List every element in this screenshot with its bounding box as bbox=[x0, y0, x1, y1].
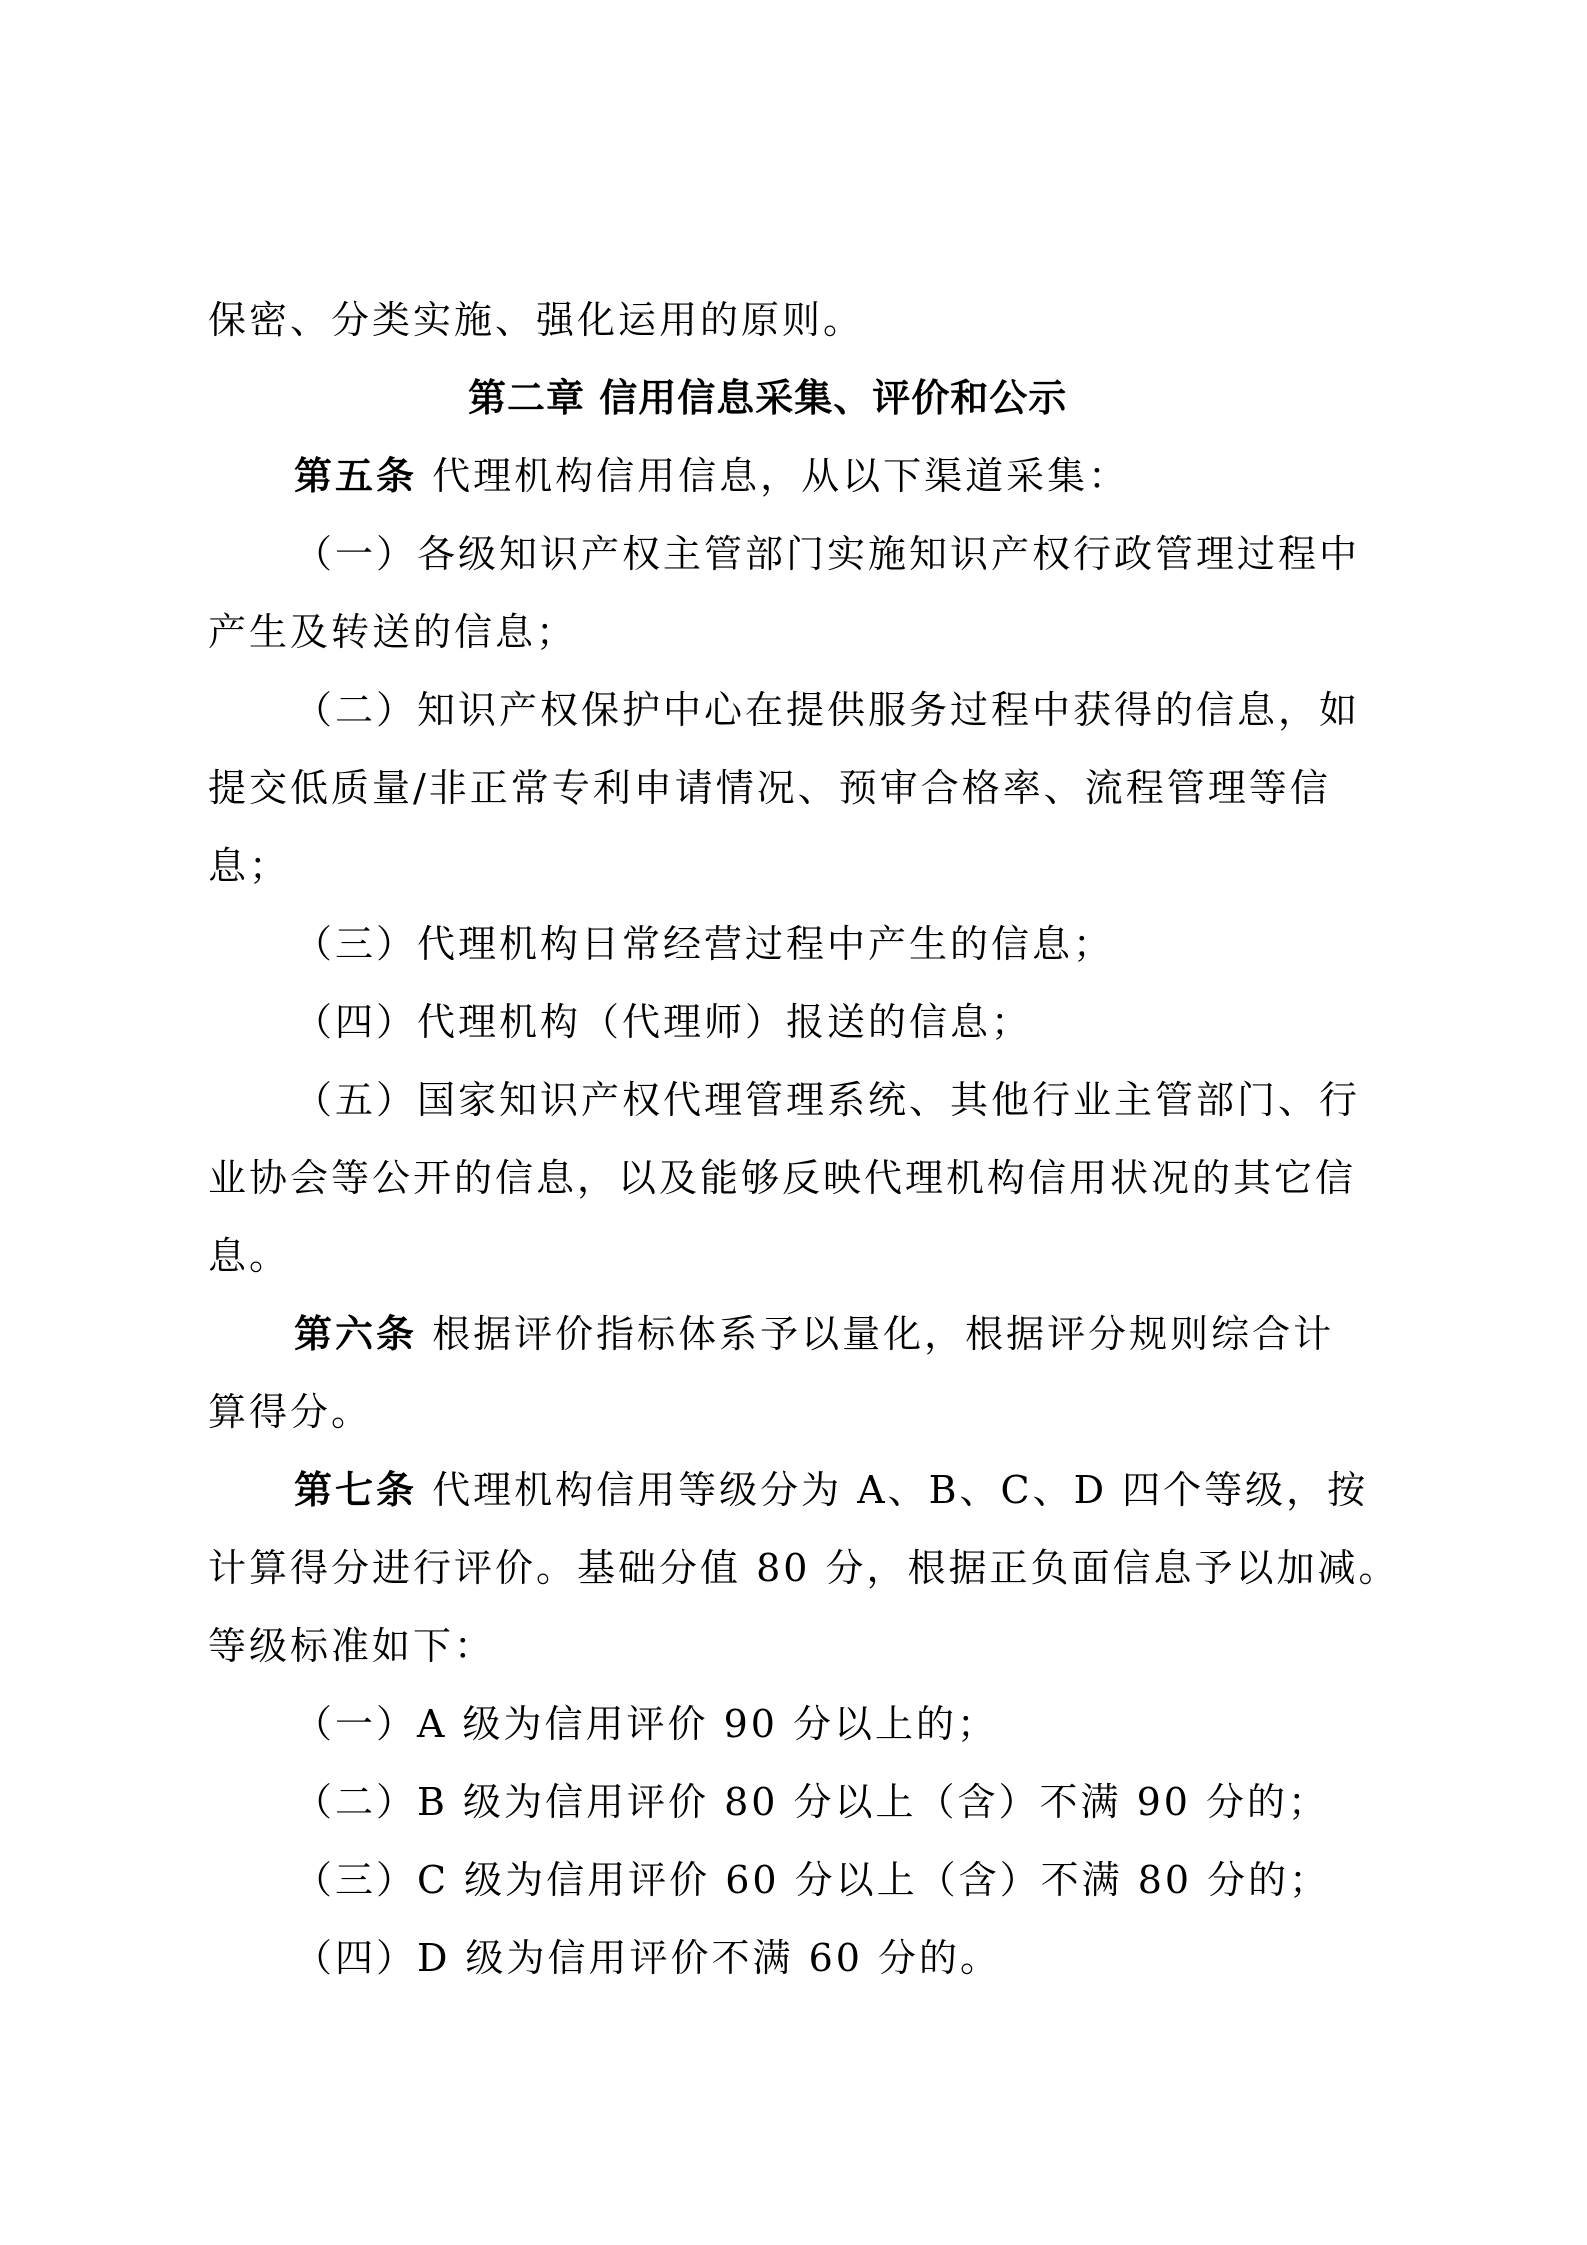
article-6-line-2: 算得分。 bbox=[208, 1390, 373, 1434]
article-5-item-3: （三）代理机构日常经营过程中产生的信息； bbox=[294, 922, 1115, 966]
article-7-line-1 bbox=[294, 1462, 1368, 1518]
article-5-intro bbox=[294, 448, 1129, 504]
article-5-item-1-line-1: （一）各级知识产权主管部门实施知识产权行政管理过程中 bbox=[294, 532, 1361, 576]
paragraph-continuation: 保密、分类实施、强化运用的原则。 bbox=[208, 298, 865, 342]
article-5-item-2-line-2: 提交低质量/非正常专利申请情况、预审合格率、流程管理等信 bbox=[208, 766, 1331, 810]
article-7-label: 第七条 bbox=[294, 1468, 418, 1512]
article-6-line-1 bbox=[294, 1306, 1334, 1362]
chapter-heading: 第二章 信用信息采集、评价和公示 bbox=[468, 376, 1068, 420]
article-7-line-2: 计算得分进行评价。基础分值 80 分，根据正负面信息予以加减。 bbox=[208, 1546, 1400, 1590]
article-5-item-5-line-3: 息。 bbox=[208, 1234, 291, 1278]
article-5-item-1-line-2: 产生及转送的信息； bbox=[208, 610, 578, 654]
article-5-label: 第五条 bbox=[294, 454, 418, 498]
article-7-text: 代理机构信用等级分为 A、B、C、D 四个等级，按 bbox=[432, 1468, 1369, 1512]
grade-d-item: （四）D 级为信用评价不满 60 分的。 bbox=[294, 1936, 1002, 1980]
article-5-item-4: （四）代理机构（代理师）报送的信息； bbox=[294, 1000, 1033, 1044]
article-5-item-2-line-3: 息； bbox=[208, 844, 291, 888]
article-5-item-5-line-2: 业协会等公开的信息，以及能够反映代理机构信用状况的其它信 bbox=[208, 1156, 1357, 1200]
grade-c-item: （三）C 级为信用评价 60 分以上（含）不满 80 分的； bbox=[294, 1858, 1331, 1902]
article-6-text: 根据评价指标体系予以量化，根据评分规则综合计 bbox=[432, 1312, 1335, 1356]
article-5-item-5-line-1: （五）国家知识产权代理管理系统、其他行业主管部门、行 bbox=[294, 1078, 1361, 1122]
article-5-text: 代理机构信用信息，从以下渠道采集： bbox=[432, 454, 1130, 498]
grade-a-item: （一）A 级为信用评价 90 分以上的； bbox=[294, 1702, 999, 1746]
grade-b-item: （二）B 级为信用评价 80 分以上（含）不满 90 分的； bbox=[294, 1780, 1330, 1824]
article-5-item-2-line-1: （二）知识产权保护中心在提供服务过程中获得的信息，如 bbox=[294, 688, 1361, 732]
article-6-label: 第六条 bbox=[294, 1312, 418, 1356]
article-7-line-3: 等级标准如下： bbox=[208, 1624, 496, 1668]
